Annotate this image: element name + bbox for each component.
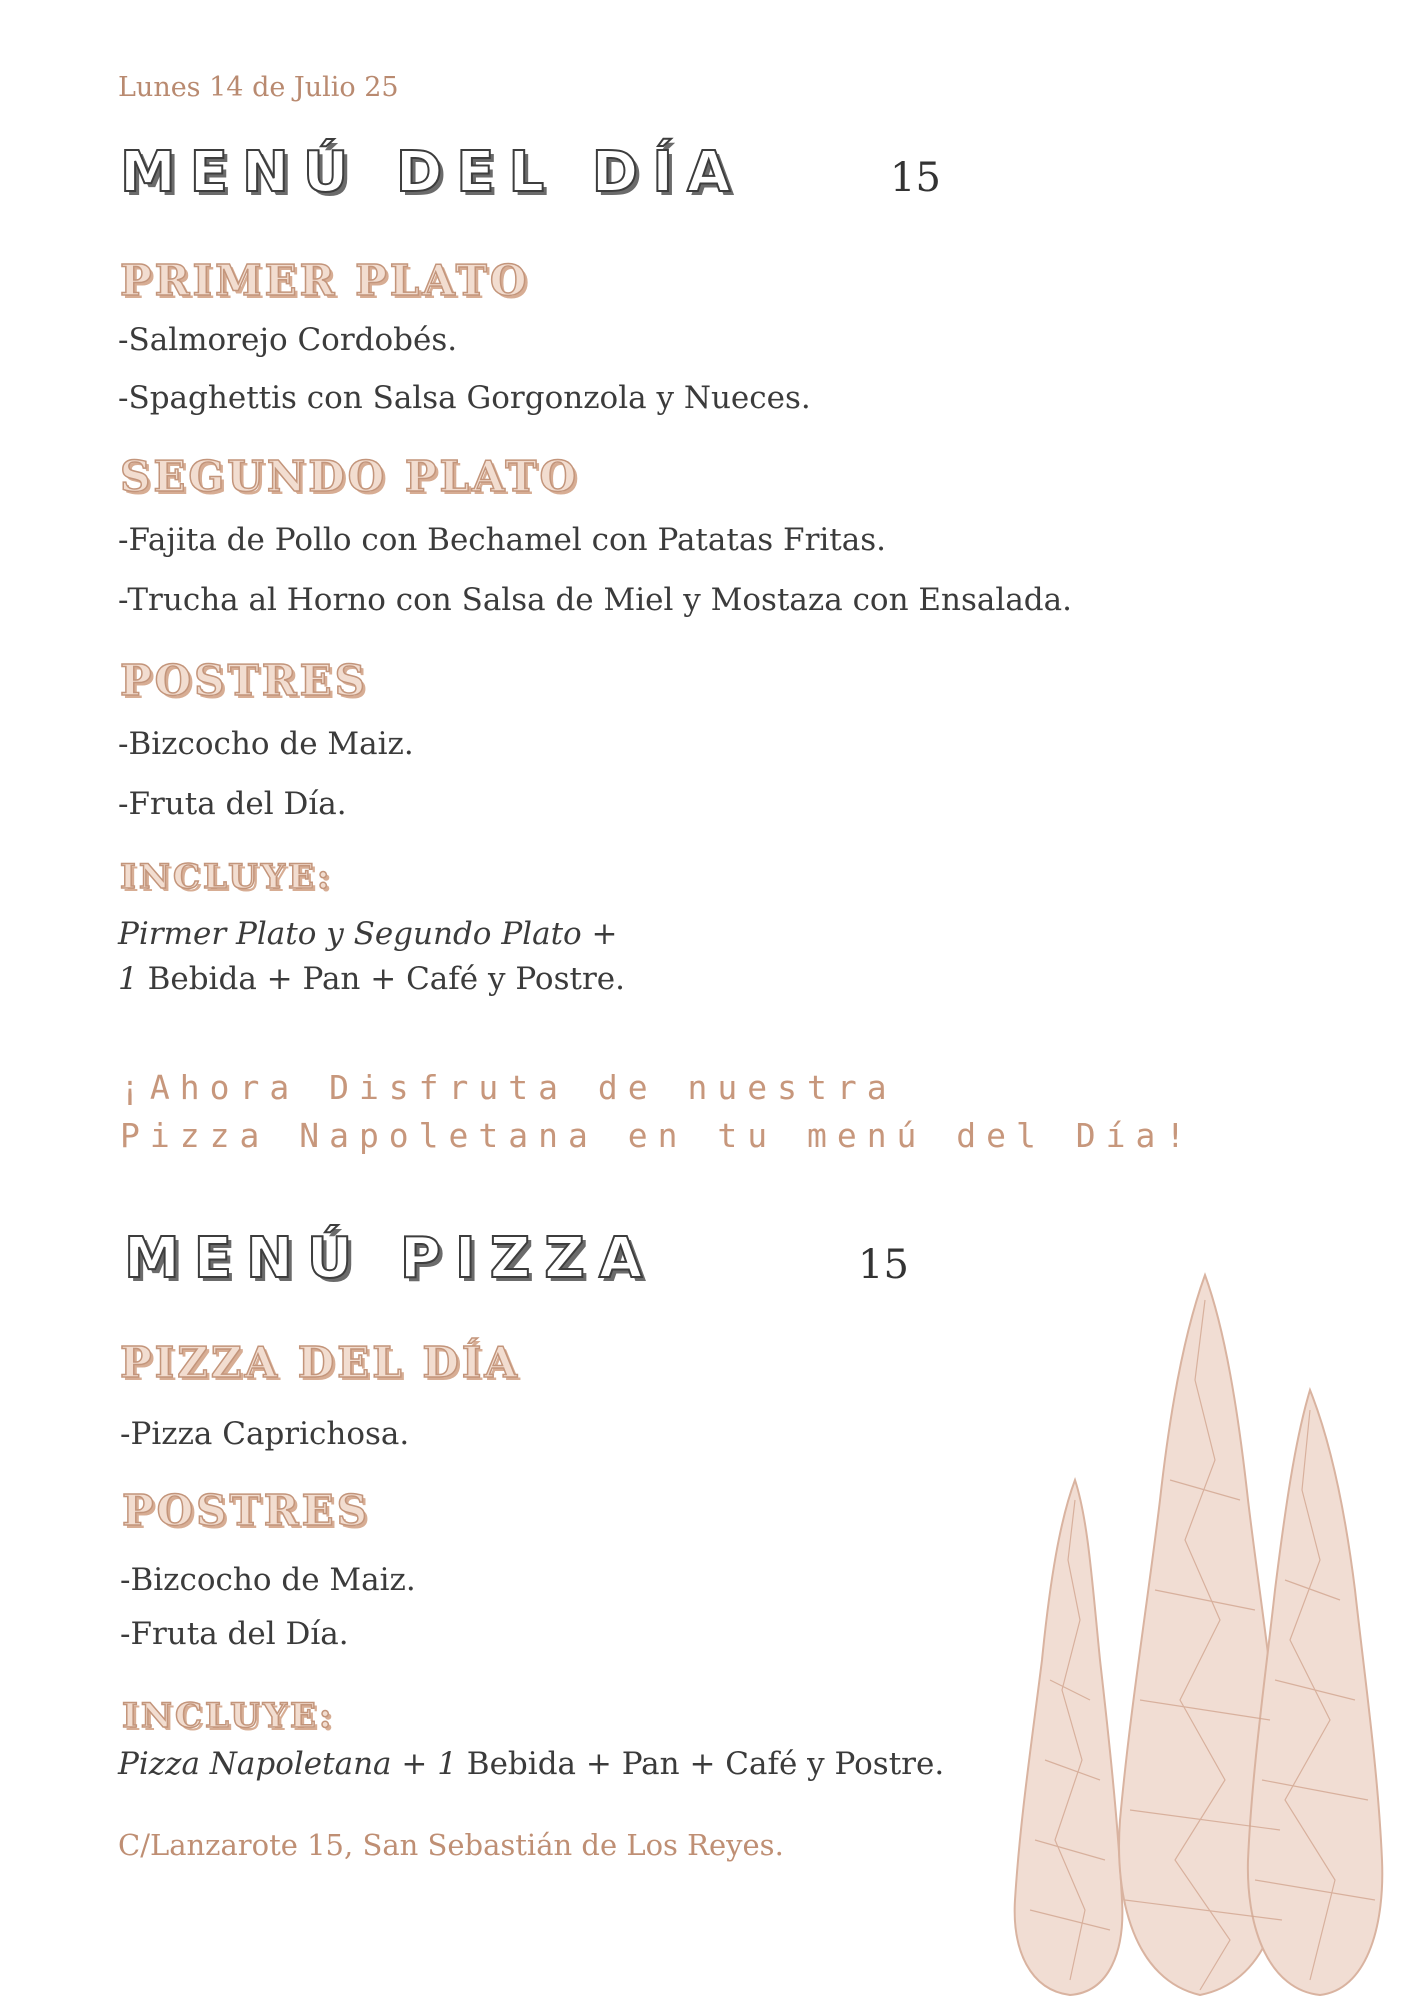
menu-pizza-title: MENÚ PIZZA [124,1226,657,1291]
primer-plato-heading: PRIMER PLATO [120,256,530,305]
pizza-item: -Pizza Caprichosa. [120,1416,410,1452]
promo-line: Pizza Napoletana en tu menú del Día! [120,1116,1196,1155]
promo-line: ¡Ahora Disfruta de nuestra [120,1068,897,1107]
tree-right [1248,1390,1382,1995]
menu-dia-price: 15 [890,155,941,201]
menu-date: Lunes 14 de Julio 25 [118,72,399,103]
segundo-plato-heading: SEGUNDO PLATO [120,452,580,501]
incluye-heading: INCLUYE: [120,857,333,897]
promo-text [120,1064,1195,1160]
cypress-trees-illustration [990,1260,1409,2000]
menu-dia-title: MENÚ DEL DÍA [120,140,745,205]
pizza-incluye-italic: Pizza Napoletana + 1 [118,1746,457,1782]
incluye-line: Pirmer Plato y Segundo Plato + [118,916,618,952]
pizza-incluye-line [118,1746,944,1782]
address: C/Lanzarote 15, San Sebastián de Los Reyes. [118,1828,784,1862]
pizza-incluye-heading: INCLUYE: [122,1696,335,1736]
incluye-line-rest: Bebida + Pan + Café y Postre. [137,961,625,997]
pizza-postres-heading: POSTRES [122,1486,371,1535]
pizza-postres-item: -Fruta del Día. [120,1616,349,1652]
menu-pizza-price: 15 [858,1242,909,1288]
primer-plato-item: -Spaghettis con Salsa Gorgonzola y Nueces. [118,380,811,416]
primer-plato-item: -Salmorejo Cordobés. [118,322,458,358]
segundo-plato-item: -Fajita de Pollo con Bechamel con Patatas Fritas. [118,522,887,558]
pizza-del-dia-heading: PIZZA DEL DÍA [120,1338,520,1387]
postres-item: -Fruta del Día. [118,786,347,822]
pizza-incluye-rest: Bebida + Pan + Café y Postre. [456,1746,945,1782]
incluye-line-italic: 1 [118,961,138,997]
postres-item: -Bizcocho de Maiz. [118,726,414,762]
pizza-postres-item: -Bizcocho de Maiz. [120,1562,416,1598]
incluye-line [118,961,625,997]
segundo-plato-item: -Trucha al Horno con Salsa de Miel y Mostaza con Ensalada. [118,582,1072,618]
postres-heading: POSTRES [120,656,369,705]
